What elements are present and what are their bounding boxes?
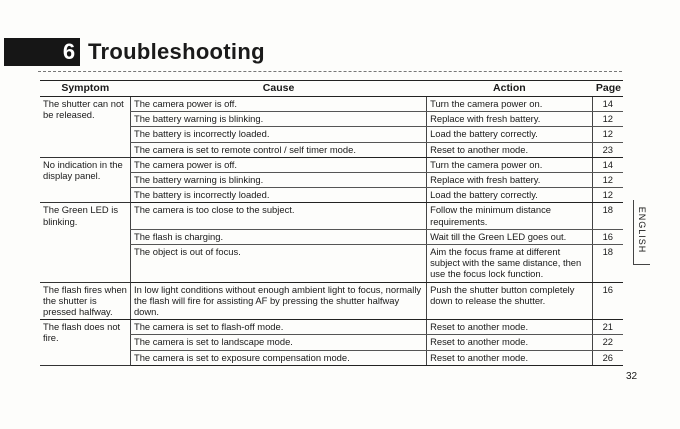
cause-cell: The camera is set to flash-off mode.: [130, 320, 426, 335]
cause-cell: The battery is incorrectly loaded.: [130, 127, 426, 142]
symptom-cell: The shutter can not be released.: [40, 97, 130, 158]
troubleshooting-table: [40, 80, 623, 366]
action-cell: Turn the camera power on.: [427, 97, 593, 112]
action-cell: Reset to another mode.: [427, 142, 593, 157]
cause-cell: The camera power is off.: [130, 97, 426, 112]
table-row: [40, 282, 623, 320]
chapter-number: 6: [58, 38, 80, 66]
page-cell: 18: [592, 245, 623, 283]
cause-cell: The camera is set to remote control / self timer mode.: [130, 142, 426, 157]
page-cell: 12: [592, 188, 623, 203]
action-cell: Reset to another mode.: [427, 335, 593, 350]
table-row: [40, 203, 623, 229]
cause-cell: The flash is charging.: [130, 229, 426, 244]
cause-cell: The battery warning is blinking.: [130, 173, 426, 188]
top-divider: [38, 71, 622, 72]
cause-cell: The camera power is off.: [130, 157, 426, 172]
action-cell: Push the shutter button completely down to release the shutter.: [427, 282, 593, 320]
symptom-cell: The flash fires when the shutter is pressed halfway.: [40, 282, 130, 320]
action-cell: Turn the camera power on.: [427, 157, 593, 172]
page-cell: 12: [592, 112, 623, 127]
cause-cell: In low light conditions without enough ambient light to focus, normally the flash will fire for assisting AF by pressing the shutter halfway down.: [130, 282, 426, 320]
page-cell: 23: [592, 142, 623, 157]
action-cell: Aim the focus frame at different subject with the same distance, then use the focus lock function.: [427, 245, 593, 283]
page-cell: 26: [592, 350, 623, 365]
symptom-cell: The Green LED is blinking.: [40, 203, 130, 282]
page-title: Troubleshooting: [88, 39, 265, 64]
header-symptom: Symptom: [40, 81, 130, 97]
symptom-cell: No indication in the display panel.: [40, 157, 130, 203]
page-cell: 16: [592, 229, 623, 244]
table-row: [40, 157, 623, 172]
action-cell: Load the battery correctly.: [427, 127, 593, 142]
action-cell: Replace with fresh battery.: [427, 173, 593, 188]
action-cell: Reset to another mode.: [427, 320, 593, 335]
page-cell: 16: [592, 282, 623, 320]
header-cause: Cause: [130, 81, 426, 97]
cause-cell: The camera is set to exposure compensation mode.: [130, 350, 426, 365]
page-cell: 14: [592, 97, 623, 112]
page-cell: 12: [592, 173, 623, 188]
action-cell: Replace with fresh battery.: [427, 112, 593, 127]
action-cell: Load the battery correctly.: [427, 188, 593, 203]
page-cell: 14: [592, 157, 623, 172]
cause-cell: The object is out of focus.: [130, 245, 426, 283]
page-number: 32: [626, 371, 638, 382]
page-cell: 21: [592, 320, 623, 335]
action-cell: Wait till the Green LED goes out.: [427, 229, 593, 244]
cause-cell: The battery warning is blinking.: [130, 112, 426, 127]
page-cell: 12: [592, 127, 623, 142]
symptom-cell: The flash does not fire.: [40, 320, 130, 366]
table-row: [40, 320, 623, 335]
page-cell: 18: [592, 203, 623, 229]
table-header-row: [40, 81, 623, 97]
header-action: Action: [427, 81, 593, 97]
page-cell: 22: [592, 335, 623, 350]
language-tab: [633, 200, 650, 265]
cause-cell: The camera is too close to the subject.: [130, 203, 426, 229]
table-row: [40, 97, 623, 112]
cause-cell: The camera is set to landscape mode.: [130, 335, 426, 350]
action-cell: Reset to another mode.: [427, 350, 593, 365]
header-page: Page: [592, 81, 623, 97]
cause-cell: The battery is incorrectly loaded.: [130, 188, 426, 203]
action-cell: Follow the minimum distance requirements.: [427, 203, 593, 229]
language-label: ENGLISH: [637, 206, 647, 254]
